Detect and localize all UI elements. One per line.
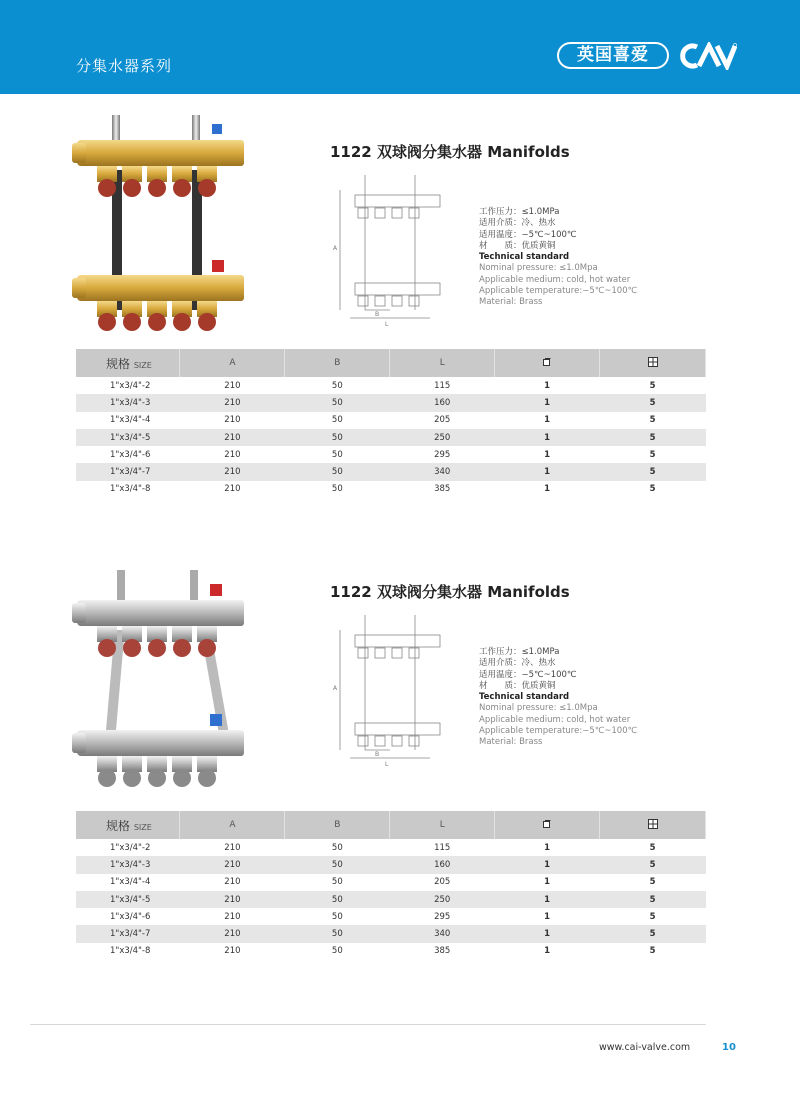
table-cell: 340 <box>390 925 495 942</box>
table-cell: 50 <box>331 877 343 888</box>
table-row <box>76 908 706 925</box>
header-box-icon <box>495 349 600 377</box>
table-cell: 1"x3/4"-4 <box>110 415 151 426</box>
header-b: B <box>285 349 390 377</box>
spec-pressure-en: Nominal pressure: ≤1.0Mpa <box>479 263 598 274</box>
table-cell: 5 <box>649 911 656 922</box>
table-cell: 5 <box>649 946 656 957</box>
table-cell: 205 <box>434 877 451 888</box>
table-cell: 1 <box>495 856 600 873</box>
table-cell: 340 <box>390 463 495 480</box>
table-cell: 50 <box>331 842 343 853</box>
table-cell: 50 <box>285 925 390 942</box>
table-cell: 50 <box>331 449 343 460</box>
table-cell: 210 <box>180 429 285 446</box>
spec-table <box>76 349 706 498</box>
spec-material-cn: 材 质：优质黄铜 <box>479 680 556 691</box>
table-cell: 210 <box>224 946 241 957</box>
spec-pressure-cn: 工作压力：≤1.0MPa <box>479 207 560 217</box>
table-cell: 50 <box>285 429 390 446</box>
table-cell: 50 <box>285 463 390 480</box>
table-cell: 50 <box>331 946 343 957</box>
brand-name: 英国喜爱 <box>557 42 669 69</box>
spec-medium-en: Applicable medium: cold, hot water <box>479 714 631 725</box>
nickel-manifold-photo <box>72 570 257 795</box>
table-cell: 1 <box>495 891 600 908</box>
spec-standard: Technical standard <box>479 252 570 263</box>
table-cell: 5 <box>649 484 656 495</box>
table-cell: 1 <box>495 925 600 942</box>
table-cell: 250 <box>390 429 495 446</box>
spec-temp-cn: 适用温度：−5℃~100℃ <box>479 229 577 240</box>
table-row <box>76 412 706 429</box>
table-cell: 295 <box>434 911 451 922</box>
header-box-icon <box>495 811 600 839</box>
table-cell: 5 <box>600 463 706 480</box>
table-cell: 205 <box>434 415 451 426</box>
table-cell: 385 <box>434 484 451 495</box>
spec-medium-en: Applicable medium: cold, hot water <box>479 274 631 285</box>
table-cell: 1"x3/4"-6 <box>110 911 151 922</box>
spec-medium-cn: 适用介质：冷、热水 <box>479 218 556 229</box>
table-cell: 115 <box>434 842 451 853</box>
table-row <box>76 856 706 873</box>
table-cell: 1"x3/4"-6 <box>110 449 151 460</box>
table-cell: 1"x3/4"-7 <box>76 463 180 480</box>
table-cell: 5 <box>649 842 656 853</box>
table-cell: 5 <box>649 877 656 888</box>
table-row <box>76 839 706 856</box>
spec-standard: Technical standard <box>479 692 570 703</box>
spec-table <box>76 811 706 960</box>
table-cell: 210 <box>224 449 241 460</box>
table-cell: 210 <box>224 842 241 853</box>
table-cell: 210 <box>180 463 285 480</box>
table-cell: 5 <box>600 925 706 942</box>
table-cell: 1"x3/4"-2 <box>110 380 151 391</box>
table-cell: 5 <box>600 394 706 411</box>
table-cell: 1 <box>495 463 600 480</box>
product-title: 1122 双球阀分集水器 Manifolds <box>330 583 570 601</box>
table-cell: 1 <box>495 429 600 446</box>
table-cell: 1"x3/4"-3 <box>76 394 180 411</box>
table-cell: 210 <box>224 877 241 888</box>
table-cell: 50 <box>331 415 343 426</box>
table-cell: 50 <box>285 856 390 873</box>
table-cell: 210 <box>224 415 241 426</box>
table-cell: 295 <box>434 449 451 460</box>
brass-manifold-photo <box>72 110 257 335</box>
table-cell: 5 <box>600 856 706 873</box>
spec-temp-cn: 适用温度：−5℃~100℃ <box>479 669 577 680</box>
spec-pressure-en: Nominal pressure: ≤1.0Mpa <box>479 703 598 714</box>
table-cell: 5 <box>600 891 706 908</box>
product-title: 1122 双球阀分集水器 Manifolds <box>330 143 570 161</box>
header-a: A <box>180 811 285 839</box>
table-cell: 210 <box>180 394 285 411</box>
spec-material-en: Material: Brass <box>479 297 543 308</box>
table-row <box>76 925 706 942</box>
table-cell: 1 <box>544 911 551 922</box>
table-cell: 1"x3/4"-3 <box>76 856 180 873</box>
table-cell: 1"x3/4"-8 <box>110 946 151 957</box>
table-cell: 1 <box>544 946 551 957</box>
header-l: L <box>390 811 495 839</box>
box-icon <box>543 820 551 828</box>
table-cell: 50 <box>331 484 343 495</box>
table-cell: 1"x3/4"-2 <box>110 842 151 853</box>
table-cell: 1"x3/4"-5 <box>76 891 180 908</box>
box-icon <box>543 358 551 366</box>
header-carton-icon <box>600 811 706 839</box>
header-spec: 规格 SIZE <box>76 811 180 839</box>
table-cell: 50 <box>331 380 343 391</box>
table-cell: 5 <box>649 415 656 426</box>
svg-text:B: B <box>375 311 380 318</box>
table-cell: 5 <box>600 429 706 446</box>
spec-pressure-cn: 工作压力：≤1.0MPa <box>479 647 560 657</box>
svg-text:A: A <box>333 685 338 692</box>
table-cell: 210 <box>224 484 241 495</box>
table-cell: 210 <box>224 911 241 922</box>
spec-block <box>479 647 637 749</box>
svg-text:L: L <box>385 761 389 768</box>
table-cell: 385 <box>434 946 451 957</box>
svg-text:B: B <box>375 751 380 758</box>
table-cell: 1 <box>544 415 551 426</box>
table-row <box>76 446 706 463</box>
table-cell: 250 <box>390 891 495 908</box>
table-cell: 50 <box>331 911 343 922</box>
table-cell: 1 <box>495 394 600 411</box>
spec-medium-cn: 适用介质：冷、热水 <box>479 658 556 669</box>
spec-material-en: Material: Brass <box>479 737 543 748</box>
spec-material-cn: 材 质：优质黄铜 <box>479 240 556 251</box>
table-cell: 50 <box>285 891 390 908</box>
table-cell: 5 <box>649 449 656 460</box>
table-cell: 1 <box>544 380 551 391</box>
carton-icon <box>648 357 658 367</box>
table-cell: 1 <box>544 484 551 495</box>
table-cell: 210 <box>180 856 285 873</box>
spec-temp-en: Applicable temperature:−5℃~100℃ <box>479 286 638 297</box>
page-title: 分集水器系列 <box>76 57 173 75</box>
header-l: L <box>390 349 495 377</box>
table-cell: 1"x3/4"-7 <box>76 925 180 942</box>
spec-temp-en: Applicable temperature:−5℃~100℃ <box>479 726 638 737</box>
header-spec: 规格 SIZE <box>76 349 180 377</box>
header-b: B <box>285 811 390 839</box>
header-a: A <box>180 349 285 377</box>
table-cell: 210 <box>180 925 285 942</box>
table-row <box>76 463 706 480</box>
table-cell: 210 <box>224 380 241 391</box>
table-cell: 1"x3/4"-8 <box>110 484 151 495</box>
table-cell: 115 <box>434 380 451 391</box>
footer-url[interactable]: www.cai-valve.com <box>599 1042 691 1053</box>
page-header <box>0 0 800 94</box>
footer-divider <box>30 1024 706 1025</box>
table-row <box>76 874 706 891</box>
svg-text:A: A <box>333 245 338 252</box>
table-row <box>76 377 706 394</box>
table-cell: 1"x3/4"-5 <box>76 429 180 446</box>
carton-icon <box>648 819 658 829</box>
table-cell: 1"x3/4"-4 <box>110 877 151 888</box>
table-cell: 1 <box>544 842 551 853</box>
spec-block <box>479 207 637 309</box>
table-cell: 50 <box>285 394 390 411</box>
cai-logo <box>679 42 737 70</box>
table-row <box>76 394 706 411</box>
dimension-diagram <box>330 170 450 330</box>
page-number: 10 <box>722 1042 736 1053</box>
table-cell: 1 <box>544 449 551 460</box>
table-cell: 1 <box>544 877 551 888</box>
table-cell: 210 <box>180 891 285 908</box>
table-row <box>76 943 706 960</box>
svg-text:L: L <box>385 321 389 328</box>
table-row <box>76 481 706 498</box>
table-cell: 160 <box>390 856 495 873</box>
table-cell: 5 <box>649 380 656 391</box>
table-cell: 160 <box>390 394 495 411</box>
dimension-diagram <box>330 610 450 770</box>
table-row <box>76 891 706 908</box>
table-row <box>76 429 706 446</box>
header-carton-icon <box>600 349 706 377</box>
